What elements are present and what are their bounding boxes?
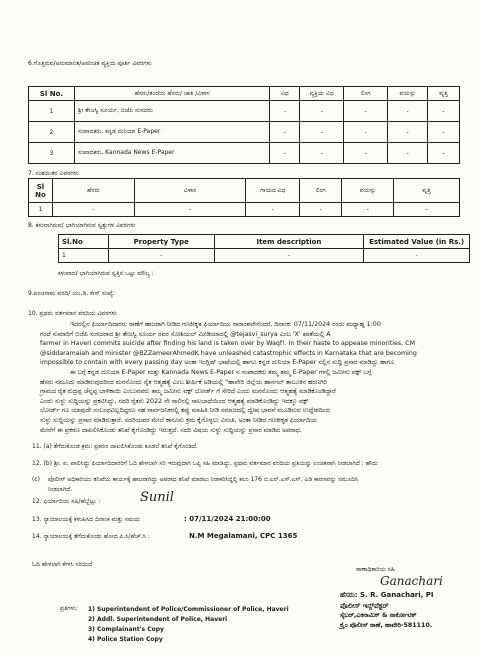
copy-item: 1) Superintendent of Police/Commissioner of Police, Haveri [88,606,289,613]
table-cell: - [270,122,300,143]
table-cell: - [300,101,344,122]
header-cell: Estimated Value (in Rs.) [364,235,470,249]
table-cell: - [394,203,460,217]
table-header-row [59,235,470,249]
table-cell: ಸಂಪಾದಕರು, Kannada News E-Paper [74,143,269,164]
narrative-line: ಈ ಬಗ್ಗೆ ಕನ್ನಡ ದುನಿಯಾ E-Paper ಮತ್ತು Kannada News E-Paper ನ ಸಂಪಾದಕರು ತಮ್ಮ ತಮ್ಮ E-Paper ಗಳಲ್ಲಿ ಜಮೀನು ವಕ್ಫ್ ಬಗ್ಗೆ [70,368,372,376]
narrative-line: ಎಂದು ಸುಳ್ಳು ಸುದ್ದಿಯನ್ನು ಪ್ರಕಟಿಸಿದ್ದು, ಸದರಿ ರೈತರು 2022 ನೇ ಸಾಲಿನಲ್ಲಿ ಸಾಲಬಾಧೆಯಿಂದ ಆತ್ಮಹತ್ಯೆ ಮಾಡಿಕೊಂಡಿದ್ದು ಇದಕ್ಕೂ ವಕ್ಫ್ [40,397,309,405]
copy-item: 3) Complainant's Copy [88,626,164,633]
header-cell: Sl No. [29,87,75,101]
header-cell: ವಿಧ [270,87,300,101]
item12e-complainant-signature-label: 12. ಫಿರ್ಯಾದಿಯ ಸಹಿ/ಹೆಬ್ಬೆಟ್ಟು : [32,498,101,505]
item14-label: 14. ನ್ಯಾಯಾಲಯಕ್ಕೆ ತೆಗೆದುಕೊಂಡು ಹೋದ ಪಿ.ಸಿ/ಹೆಚ್.ಸಿ : [32,533,150,540]
officer-name: ಹೆಸರು: S. R. Ganachari, PI [340,591,434,599]
section8-title: 8. ಕಳುವಾಗಿರುವ/ ಭಾಗಿಯಾಗಿರುವ ಸ್ವತ್ತುಗಳ ವಿವರಗಳು [28,222,136,229]
header-cell: ವಿಳಾಸ [134,179,246,203]
suspect-table [28,178,460,217]
read-over-note: ಓದಿ ಹೇಳಲಾಗಿ ಕೇಳಿಸಿ ಸರಿಯಿದೆ [32,561,93,568]
table-cell: - [388,143,428,164]
item12c-refusal: ಪೊಲೀಸ್ ಅಧಿಕಾರಿಯು ತನಿಖೆಯ ಕಾರ್ಯಕ್ಕೆ ಹಾಜರಾಗಿದ್ದು ಅಪರಾಧ ತನಿಖೆ ಮಾಡಲು ನಿರಾಕರಿಸಿದ್ದಲ್ಲಿ ಕಲಂ 176 ಬಿ.ಎನ್.ಎಸ್.ಎಸ್. ಎಡಿ ಕಾರಣವನ್ನು ನಮೂದಿಸಿ [48,476,359,483]
table-cell: 1 [29,203,53,217]
table-cell: - [270,143,300,164]
table-cell: - [300,143,344,164]
table-cell: 3 [29,143,75,164]
item14-value: N.M Megalamani, CPC 1365 [189,532,298,540]
table-cell: - [344,122,388,143]
table-header-row [29,179,460,203]
narrative-line: ಬೋರ್ಡ್ ಗೂ ಯಾವುದೇ ಸಂಬಂಧವಿಲ್ಲದಿದ್ದರೂ ಸಹ ಸಾರ್ವಜನಿಕರಲ್ಲಿ ತಪ್ಪು ಮಾಹಿತಿ ನೀಡಿ ಸಮಾಜದಲ್ಲಿ ದ್ವೇಷ ಭಾವನೆ ಮೂಡಿಸುವ ಉದ್ದೇಶದಿಂದ [40,407,330,415]
header-cell: ಲಿಂಗ [344,87,388,101]
narrative-line: ಸುಳ್ಳು ಸುದ್ದಿಯನ್ನು ಪ್ರಸಾರ ಮಾಡಿರುತ್ತಾರೆ. ಸದರಿಯವರ ಮೇಲೆ ಕಾನೂನು ಕ್ರಮ ಕೈಗೊಳ್ಳಲು ವಿನಂತಿ, ಅಂತಾ ನೀಡಿದ ಗಣಕೀಕೃತ ಫಿರ್ಯಾದಿಯ [40,416,317,424]
fir-narrative [40,320,460,435]
table-cell: - [388,122,428,143]
officer-stamp [340,601,480,631]
item12c-prefix: (c) [32,476,40,483]
section10-title: 10. ಪ್ರಥಮ ವರ್ತಮಾನ ವರದಿಯ ವಿವರಗಳು [28,310,117,317]
table-cell: - [52,203,134,217]
table-row [29,143,460,164]
header-cell: Item description [214,235,364,249]
table-cell: 2 [29,122,75,143]
accused-table [28,86,460,164]
narrative-line: @siddaramaiah and minister @BZZameerAhmedK have unleashed catastrophic effects in Karnataka that are becoming [40,349,417,357]
header-cell: ಹೆಸರು/ತಂದೆಯ ಹೆಸರು/ ಜಾತಿ /ವಿಳಾಸ [74,87,269,101]
table-cell: - [364,249,470,263]
section7-title: 7. ಸಂಶಯಿತರ ವಿವರಗಳು [28,170,79,177]
table-cell: - [428,143,460,164]
narrative-line: ಗ್ರಾಮದ ರೈತ ರುದ್ರಪ್ಪ ಚೆನ್ನಪ್ಪ ಬಾಳಿಕಾಯಿ ಎಂಬುವವರು ತಮ್ಮ ಜಮೀನು ವಕ್ಫ್ ಬೋರ್ಡ್ ಗೆ ಸೇರಿದೆ ಎಂದು ಮನನೊಂದು ಆತ್ಮಹತ್ಯೆ ಮಾಡಿಕೊಂಡಿದ್ದಾರೆ [40,388,336,396]
header-cell: Sl No [29,179,53,203]
table-cell: 1 [29,101,75,122]
header-cell: ವೃತ್ತಿ [394,179,460,203]
table-cell: - [300,122,344,143]
copy-item: 2) Addl. Superintendent of Police, Haveri [88,616,228,623]
header-cell: ವಯಸ್ಸು [342,179,394,203]
table-cell: - [428,101,460,122]
item11-action-taken: 11. (a) ತೆಗೆದುಕೊಂಡ ಕ್ರಮ: ಪ್ರಕರಣ ದಾಖಲಿಸಿಕೊಂಡು ಕೂಡಲೆ ತನಿಖೆ ಕೈಗೊಂಡಿದೆ. [32,443,198,450]
header-cell: Sl.No [59,235,109,249]
property-total-label: ಕಳುವಾದ/ ಭಾಗಿಯಾಗಿರುವ ಸ್ವತ್ತಿನ ಒಟ್ಟು ಮೌಲ್ಯ : [58,270,154,277]
narrative-line: ಇದರಲ್ಲಿನ ಫಿರ್ಯಾದಿದಾರರು ಠಾಣೆಗೆ ಹಾಜರಾಗಿ ನೀಡಿದ ಗಣಕೀಕೃತ ಫಿರ್ಯಾದಿಯ ಸಾರಾಂಶವೇನೆಂದರೆ, ದಿನಾಂಕ: 07/11/2024 ರಂದು ಮಧ್ಯಾಹ್ನ 1:00 [70,321,381,328]
header-cell: ಹೆಸರು [52,179,134,203]
table-cell: - [300,203,342,217]
property-table [58,234,470,263]
header-cell: ವೃತ್ತಿ [428,87,460,101]
complainant-signature: Sunil [140,490,174,505]
table-cell: - [108,249,214,263]
table-cell: - [246,203,300,217]
table-cell: ಶ್ರೀ ತೇಜಸ್ವಿ ಸೂರ್ಯ, ಬಿಜೆಪಿ ಸಂಸದರು [74,101,269,122]
table-cell: ಸಂಪಾದಕರು, ಕನ್ನಡ ದುನಿಯಾ E-Paper [74,122,269,143]
narrative-line: farmer in Haveri commits suicide after finding his land is taken over by Waqf!. In their haste to appease minorities, CM [40,340,416,348]
narrative-line: impossible to contain with every passing day ಅಂತಾ ಇಂಗ್ಲಿಷ್ ಭಾಷೆಯಲ್ಲಿ ಹಾಗೂ ಕನ್ನಡ ದುನಿಯಾ E-Paper ನಲ್ಲಿನ ಸುದ್ದಿ ಪ್ರಸಾರ ಮಾಡಿದ್ದು ಹಾಗೂ [40,359,395,367]
table-cell: - [388,101,428,122]
table-row [59,249,470,263]
header-cell: ಲಿಂಗ [300,179,342,203]
header-cell: ವ್ಯಕ್ತಿಯ ವಿಧ [300,87,344,101]
narrative-line: ಗಂಟೆ ಸುಮಾರಿಗೆ ಬಿಜೆಪಿ ಸಂಸದರಾದ ಶ್ರೀ ತೇಜಸ್ವಿ ಸೂರ್ಯ ರವರ ಸೋಶಿಯಲ್ ಮೀಡಿಯಾದಲ್ಲಿ @tejasvi_surya ಎಂಬ 'X' ಖಾತೆಯಲ್ಲಿ A [40,330,331,338]
item12d: ನೀಡಲಾಗಿದೆ. [48,486,73,493]
table-cell: - [344,143,388,164]
table-cell: - [270,101,300,122]
stamp-line: ಕ್ರೈಂ ಪೊಲೀಸ್ ಠಾಣೆ, ಹಾವೇರಿ-581110. [340,622,433,629]
table-header-row [29,87,460,101]
header-cell: ಗಾಯದ ವಿಧ [246,179,300,203]
section6-title: 6.ಗೊತ್ತಿರುವ/ಅನುಮಾನಿತ/ಅಪರಿಚಿತ ವ್ಯಕ್ತಿಯ ಪೂರ್ತಿ ವಿವರಗಳು [28,60,152,67]
table-cell: - [428,122,460,143]
table-cell: 1 [59,249,109,263]
table-row [29,101,460,122]
stamp-line: ಸೈಬರ್,ಎಕನಾಮಿಕ್ & ನಾರ್ಕೋಟಿಕ್ [340,612,417,619]
item12-read-over: 12. (b) ಶ್ರೀ. ಪ. ಪಾಲಿಸಿದ್ದು ಫಿರ್ಯಾದಿದಾರರಿಗೆ ಓದಿ ಹೇಳಲಾಗಿ ಸರಿ ಇರುವುದಾಗಿ ಒಪ್ಪಿ ಸಹಿ ಮಾಡಿದ್ದು, ಪ್ರಥಮ ವರ್ತಮಾನ ವರದಿಯ ಪ್ರತಿಯನ್ನು ಉಚಿತವಾಗಿ ನೀಡಲಾಗಿದೆ : ಹೌದು [32,460,378,467]
table-row [29,203,460,217]
section9-label: 9.ಪಂಚನಾಮ ವರದಿ/ ಯು.ಡಿ. ಕೇಸ್ ಸಂಖ್ಯೆ: [28,290,116,297]
item13-label: 13. ನ್ಯಾಯಾಲಯಕ್ಕೆ ಕಳುಹಿಸಿದ ದಿನಾಂಕ ಮತ್ತು ಸಮಯ [32,516,141,523]
header-cell: Property Type [108,235,214,249]
table-cell: - [134,203,246,217]
officer-signature: Ganachari [380,574,443,588]
officer-signature-title: ಠಾಣಾಧಿಕಾರಿಯ ಸಹಿ [356,566,396,573]
copy-item: 4) Police Station Copy [88,636,163,643]
item13-value: : 07/11/2024 21:00:00 [184,515,271,523]
narrative-line: ಮೇರೆಗೆ ಈ ಪ್ರಕರಣ ದಾಖಲಿಸಿಕೊಂಡು ತನಿಖೆ ಕೈಗೊಂಡಿದ್ದು ಇರುತ್ತದೆ. ಸದರಿ ವಿಷಯ ಸುಳ್ಳು ಸುದ್ದಿಯನ್ನು ಪ್ರಸಾರ ಮಾಡಿದ ಅಪರಾಧ. [40,426,302,434]
copies-list [88,605,328,645]
narrative-line: ಹೆಸರು ನಮೂದು ಮಾಡಿರುವುದರಿಂದ ಮನನೊಂದು ರೈತ ಆತ್ಮಹತ್ಯೆ ಎಂಬ ಶೀರ್ಷಿಕೆ ಅಡಿಯಲ್ಲಿ "ಹಾವೇರಿ ಜಿಲ್ಲೆಯ ಹಾನಗಲ್ ತಾಲೂಕಿನ ಹರಣಗಿರಿ [40,378,327,386]
table-cell: - [344,101,388,122]
table-row [29,122,460,143]
header-cell: ವಯಸ್ಸು [388,87,428,101]
copies-label: ಪ್ರತಿಗಳು: [60,605,78,612]
table-cell: - [214,249,364,263]
stamp-line: ಪೊಲೀಸ್ ಇನ್ಸ್‌ಪೆಕ್ಟರ್ [340,602,389,610]
table-cell: - [342,203,394,217]
